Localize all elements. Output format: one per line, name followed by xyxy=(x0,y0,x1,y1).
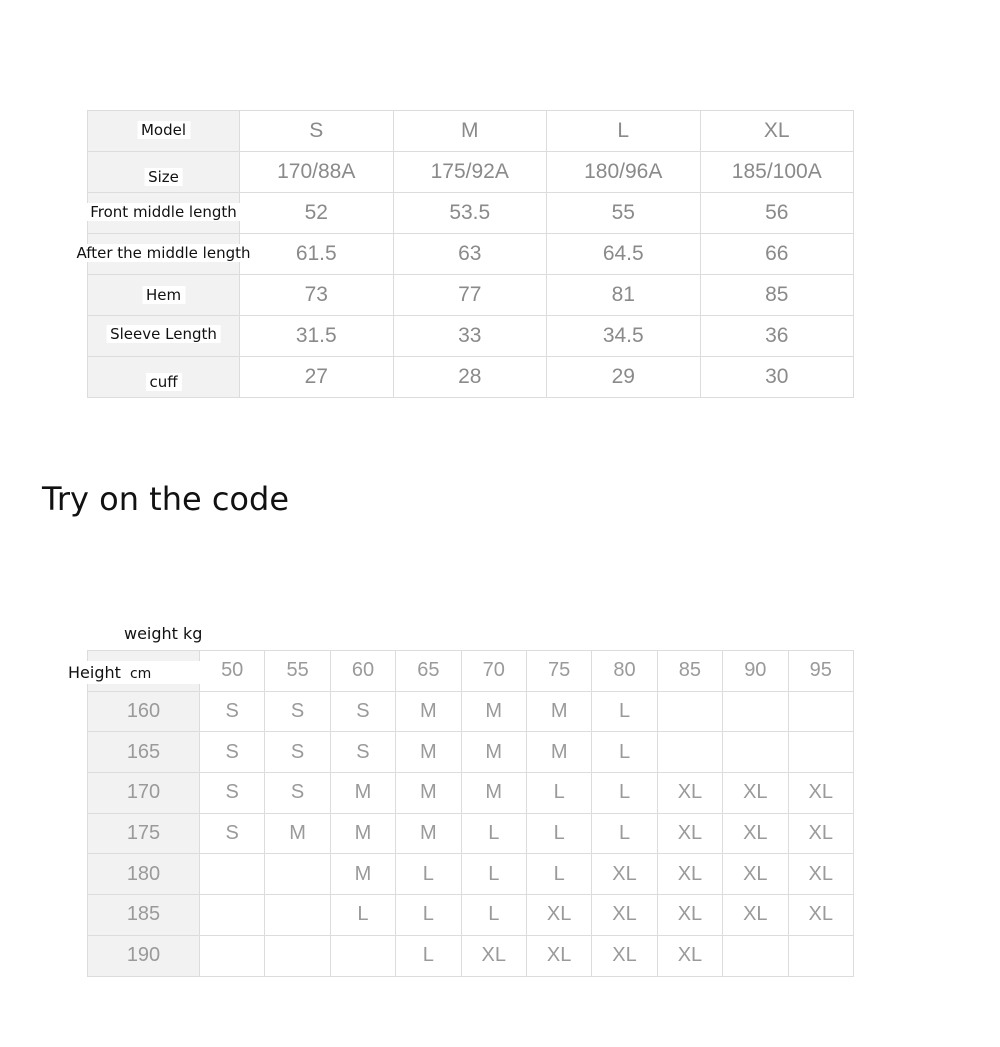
measurement-value: 55 xyxy=(547,193,701,234)
recommended-size-cell: XL xyxy=(657,854,722,895)
recommended-size-cell: XL xyxy=(526,935,591,976)
size-row xyxy=(88,357,854,398)
size-recommendation-table xyxy=(68,650,854,977)
size-row xyxy=(88,316,854,357)
weight-header-cell: 70 xyxy=(461,651,526,692)
recommended-size-cell: XL xyxy=(592,895,657,936)
recommended-size-cell: XL xyxy=(592,935,657,976)
recommended-size-cell: L xyxy=(526,854,591,895)
height-value-cell: 160 xyxy=(88,691,200,732)
measurement-value: 30 xyxy=(700,357,854,398)
recommended-size-cell: M xyxy=(461,773,526,814)
recommended-size-cell xyxy=(265,854,330,895)
weight-header-row xyxy=(88,651,854,692)
height-unit: cm xyxy=(129,666,152,682)
size-chart-table xyxy=(76,110,854,398)
recommended-size-cell: XL xyxy=(723,895,788,936)
recommended-size-cell: L xyxy=(592,813,657,854)
height-value-cell: 190 xyxy=(88,935,200,976)
recommended-size-cell xyxy=(723,732,788,773)
recommended-size-cell: M xyxy=(461,691,526,732)
recommended-size-cell: XL xyxy=(461,935,526,976)
measurement-value: 81 xyxy=(547,275,701,316)
height-row xyxy=(88,813,854,854)
recommended-size-cell: S xyxy=(330,691,395,732)
recommended-size-cell: S xyxy=(265,691,330,732)
recommended-size-cell: L xyxy=(592,732,657,773)
height-value-cell: 170 xyxy=(88,773,200,814)
measurement-label: cuff xyxy=(145,373,181,391)
recommended-size-cell: L xyxy=(526,813,591,854)
recommended-size-cell xyxy=(657,732,722,773)
measurement-label: Sleeve Length xyxy=(106,325,221,343)
recommended-size-cell xyxy=(657,691,722,732)
recommended-size-cell xyxy=(200,935,265,976)
size-row xyxy=(88,275,854,316)
height-row xyxy=(88,935,854,976)
height-value-cell: 180 xyxy=(88,854,200,895)
recommended-size-cell: S xyxy=(200,691,265,732)
recommended-size-cell: XL xyxy=(723,854,788,895)
model-label-cell xyxy=(88,111,240,152)
measurement-value: 29 xyxy=(547,357,701,398)
height-row xyxy=(88,895,854,936)
recommended-size-cell: M xyxy=(330,854,395,895)
measurement-value: 27 xyxy=(240,357,394,398)
measurement-value: 56 xyxy=(700,193,854,234)
corner-cell xyxy=(68,651,200,692)
measurement-value: 64.5 xyxy=(547,234,701,275)
recommended-size-cell: XL xyxy=(657,935,722,976)
measurement-value: 77 xyxy=(393,275,547,316)
recommended-size-cell: XL xyxy=(723,773,788,814)
recommended-size-cell xyxy=(788,732,853,773)
recommended-size-cell: M xyxy=(461,732,526,773)
recommended-size-cell: XL xyxy=(788,895,853,936)
height-row xyxy=(88,732,854,773)
weight-header-cell: 75 xyxy=(526,651,591,692)
recommended-size-cell: S xyxy=(200,773,265,814)
recommended-size-cell: XL xyxy=(788,813,853,854)
section-title: Try on the code xyxy=(42,480,289,518)
measurement-value: 52 xyxy=(240,193,394,234)
recommended-size-cell xyxy=(200,854,265,895)
recommended-size-cell: L xyxy=(396,935,461,976)
recommended-size-cell: L xyxy=(461,854,526,895)
weight-header-cell: 60 xyxy=(330,651,395,692)
size-header-row xyxy=(88,111,854,152)
recommended-size-cell: XL xyxy=(657,895,722,936)
measurement-label-cell xyxy=(88,316,240,357)
size-row xyxy=(88,193,854,234)
measurement-value: 66 xyxy=(700,234,854,275)
measurement-value: 53.5 xyxy=(393,193,547,234)
measurement-label-cell xyxy=(88,193,240,234)
measurement-value: 175/92A xyxy=(393,152,547,193)
recommended-size-cell: L xyxy=(461,813,526,854)
recommended-size-cell: XL xyxy=(788,773,853,814)
recommended-size-cell: XL xyxy=(592,854,657,895)
height-value-cell: 185 xyxy=(88,895,200,936)
measurement-value: 34.5 xyxy=(547,316,701,357)
measurement-label-cell xyxy=(88,152,240,193)
recommended-size-cell xyxy=(265,935,330,976)
model-label: Model xyxy=(137,121,190,139)
measurement-value: 33 xyxy=(393,316,547,357)
recommended-size-cell xyxy=(723,691,788,732)
measurement-value: 85 xyxy=(700,275,854,316)
measurement-label: After the middle length xyxy=(73,244,255,262)
measurement-value: 31.5 xyxy=(240,316,394,357)
recommended-size-cell: S xyxy=(200,813,265,854)
measurement-value: 170/88A xyxy=(240,152,394,193)
size-header-l: L xyxy=(547,111,701,152)
recommended-size-cell: S xyxy=(265,732,330,773)
height-row xyxy=(88,773,854,814)
measurement-value: 180/96A xyxy=(547,152,701,193)
weight-header-cell: 95 xyxy=(788,651,853,692)
measurement-label: Hem xyxy=(142,286,185,304)
recommended-size-cell: M xyxy=(526,732,591,773)
weight-axis-label: weight kg xyxy=(118,622,208,645)
height-row xyxy=(88,854,854,895)
recommended-size-cell: M xyxy=(396,813,461,854)
measurement-label: Front middle length xyxy=(86,203,241,221)
recommended-size-cell: L xyxy=(396,895,461,936)
size-header-m: M xyxy=(393,111,547,152)
weight-header-cell: 85 xyxy=(657,651,722,692)
weight-header-cell: 65 xyxy=(396,651,461,692)
height-label-text: Height xyxy=(68,663,121,682)
recommended-size-cell: L xyxy=(461,895,526,936)
height-value-cell: 175 xyxy=(88,813,200,854)
weight-header-cell: 50 xyxy=(200,651,265,692)
recommended-size-cell: M xyxy=(265,813,330,854)
weight-header-cell: 55 xyxy=(265,651,330,692)
recommended-size-cell xyxy=(723,935,788,976)
recommended-size-cell: XL xyxy=(657,773,722,814)
recommended-size-cell: M xyxy=(330,813,395,854)
weight-header-cell: 80 xyxy=(592,651,657,692)
size-row xyxy=(88,234,854,275)
recommended-size-cell: L xyxy=(592,773,657,814)
size-row xyxy=(88,152,854,193)
recommended-size-cell: XL xyxy=(788,854,853,895)
recommended-size-cell: S xyxy=(200,732,265,773)
recommended-size-cell: M xyxy=(396,732,461,773)
recommended-size-cell: L xyxy=(330,895,395,936)
measurement-value: 185/100A xyxy=(700,152,854,193)
size-chart-body xyxy=(76,111,854,398)
weight-header-cell: 90 xyxy=(723,651,788,692)
measurement-label-cell xyxy=(76,234,251,275)
recommended-size-cell: L xyxy=(396,854,461,895)
measurement-value: 73 xyxy=(240,275,394,316)
size-header-xl: XL xyxy=(700,111,854,152)
recommended-size-cell: M xyxy=(330,773,395,814)
recommended-size-cell xyxy=(330,935,395,976)
recommended-size-cell: M xyxy=(396,691,461,732)
recommended-size-cell: XL xyxy=(657,813,722,854)
measurement-label: Size xyxy=(144,168,183,186)
recommended-size-cell: M xyxy=(526,691,591,732)
recommended-size-cell: M xyxy=(396,773,461,814)
recommended-size-cell xyxy=(200,895,265,936)
recommended-size-cell: S xyxy=(330,732,395,773)
size-recommendation-body xyxy=(68,651,854,977)
measurement-value: 28 xyxy=(393,357,547,398)
recommended-size-cell: S xyxy=(265,773,330,814)
recommended-size-cell: XL xyxy=(723,813,788,854)
recommended-size-cell: XL xyxy=(526,895,591,936)
measurement-value: 36 xyxy=(700,316,854,357)
measurement-label-cell xyxy=(88,275,240,316)
recommended-size-cell: L xyxy=(526,773,591,814)
measurement-value: 61.5 xyxy=(240,234,394,275)
recommended-size-cell xyxy=(788,691,853,732)
measurement-value: 63 xyxy=(393,234,547,275)
recommended-size-cell: L xyxy=(592,691,657,732)
recommended-size-cell xyxy=(265,895,330,936)
recommended-size-cell xyxy=(788,935,853,976)
height-axis-label xyxy=(64,661,206,684)
height-value-cell: 165 xyxy=(88,732,200,773)
measurement-label-cell xyxy=(88,357,240,398)
size-header-s: S xyxy=(240,111,394,152)
height-row xyxy=(88,691,854,732)
